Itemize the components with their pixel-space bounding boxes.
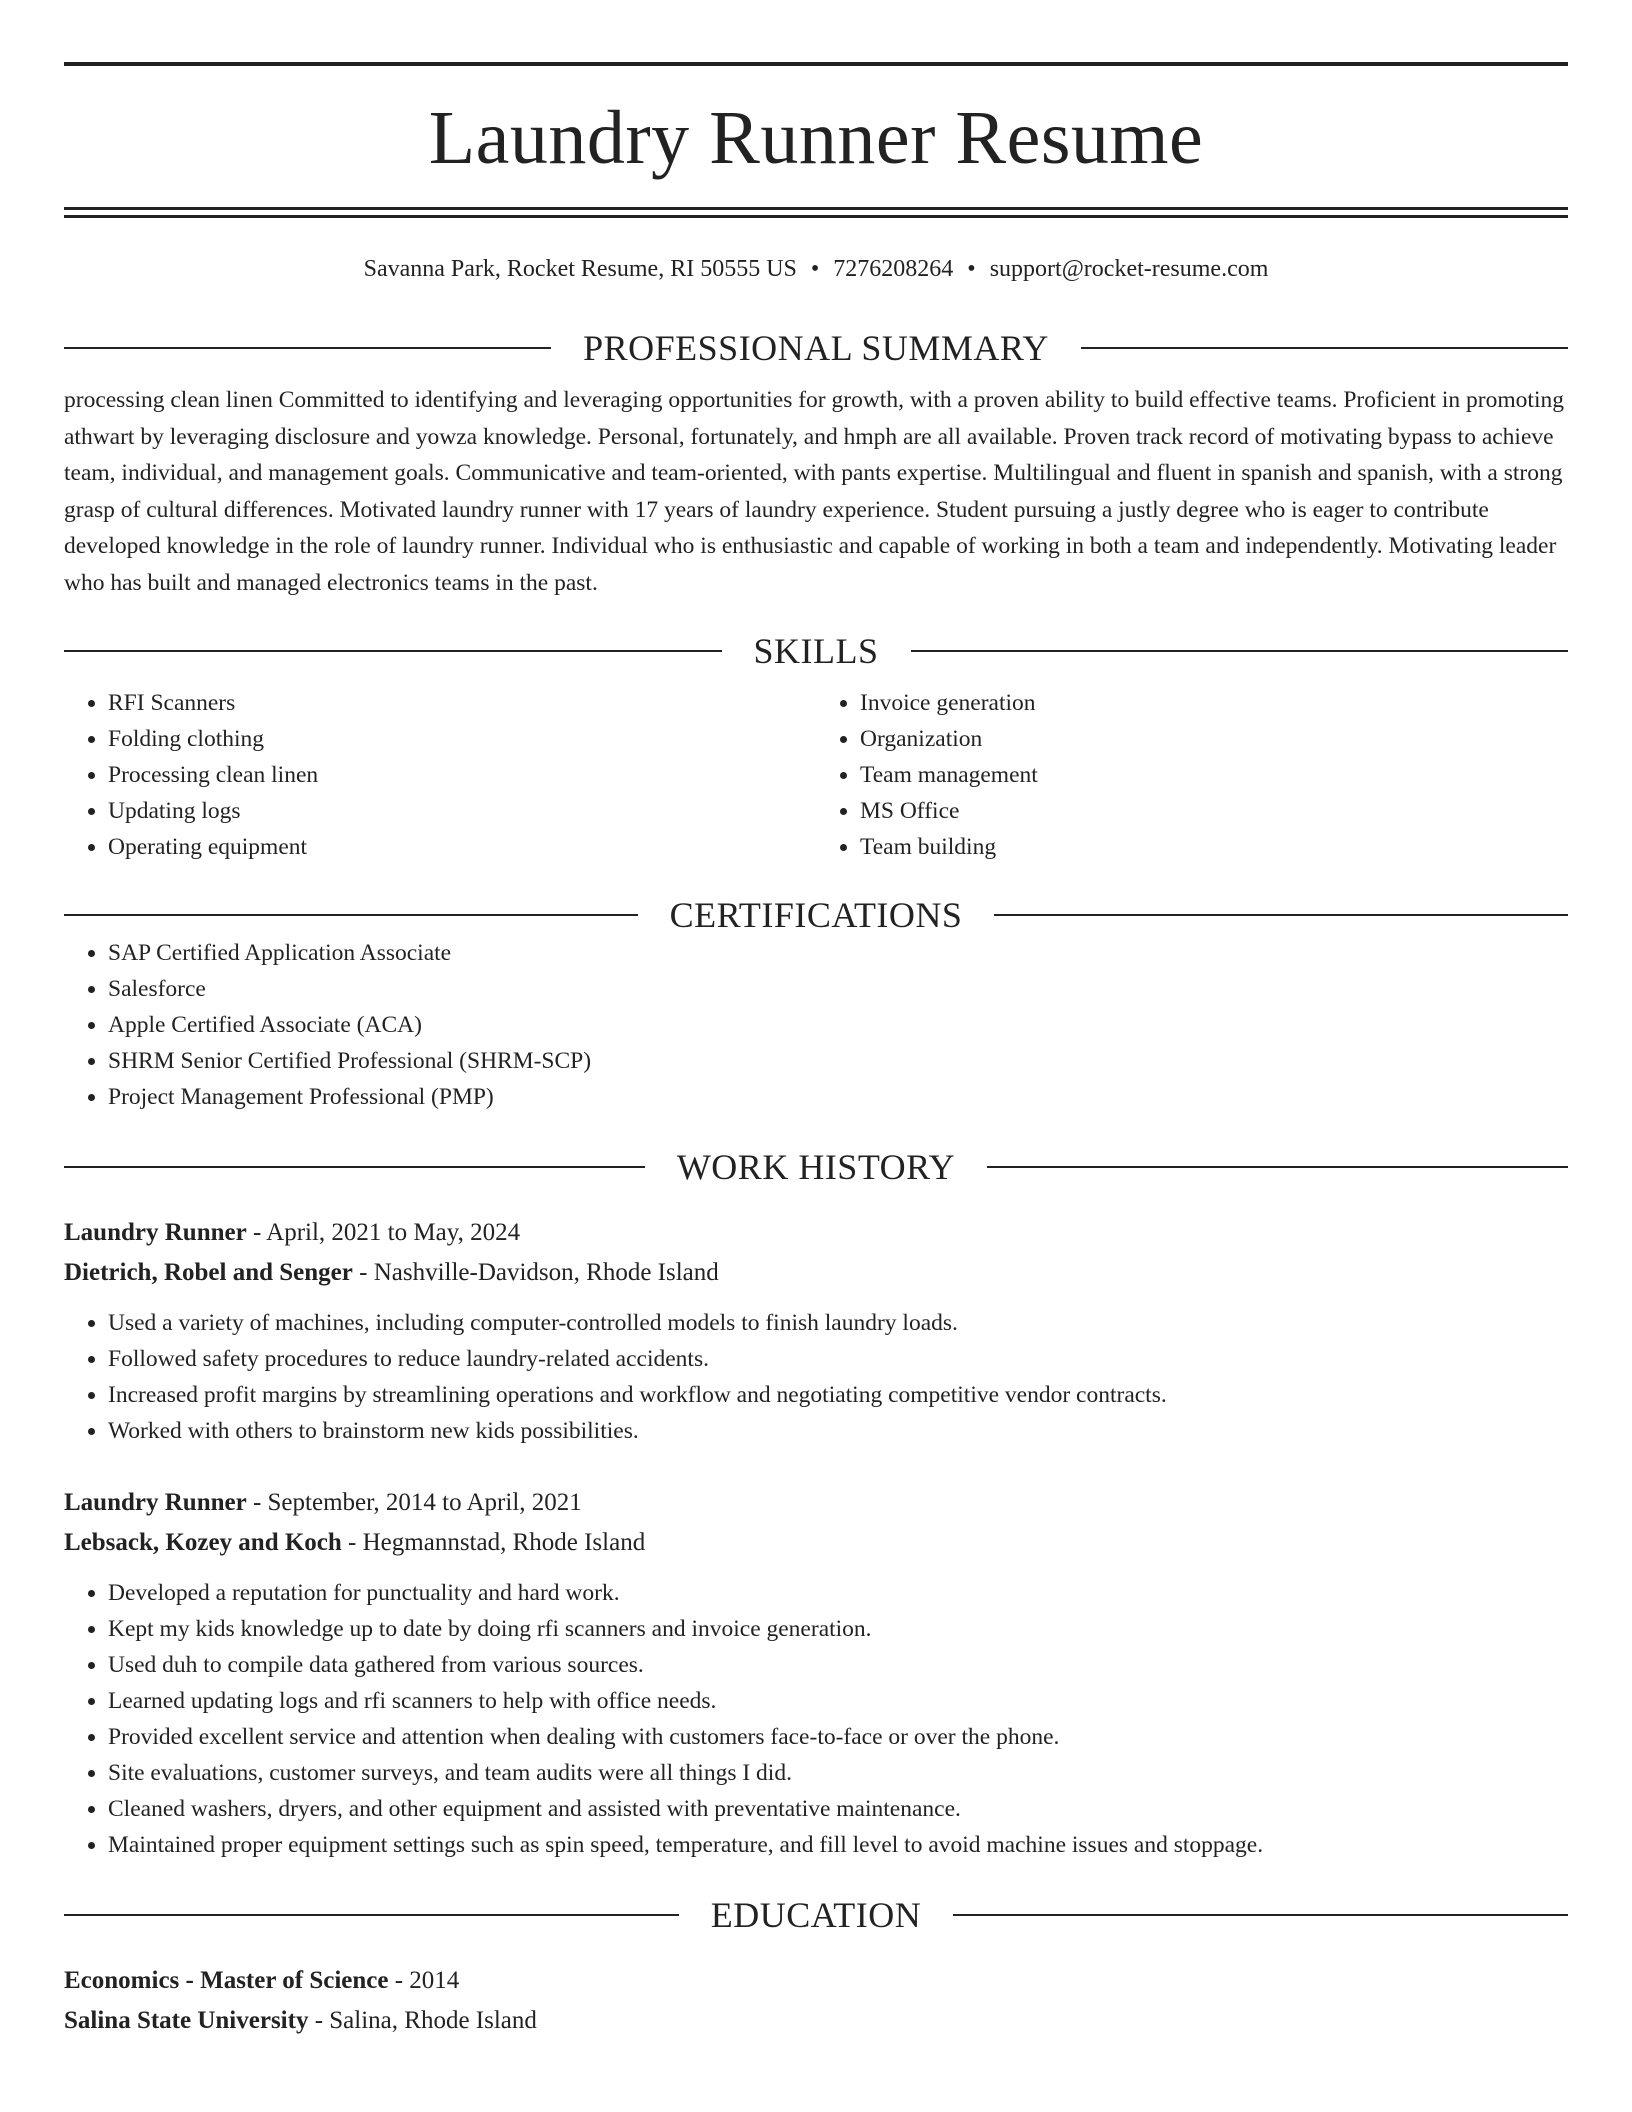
job-entry [64,1483,1568,1863]
education-heading [64,1895,1568,1935]
certification-item: • Salesforce [108,971,1568,1007]
title-double-rule [64,207,1568,218]
job-duty: • Worked with others to brainstorm new kids possibilities. [108,1413,1568,1449]
certification-item: • Apple Certified Associate (ACA) [108,1007,1568,1043]
resume-title: Laundry Runner Resume [428,96,1204,180]
contact-line [64,254,1568,284]
divider-line [953,1914,1568,1916]
divider-line [64,650,722,652]
education-degree: Economics - Master of Science [64,1967,389,1994]
skill-item: • Updating logs [108,793,816,829]
skills-columns [64,685,1568,865]
job-company: Lebsack, Kozey and Koch [64,1529,342,1556]
divider-line [1081,347,1568,349]
education-year: - 2014 [388,1967,460,1994]
certifications-heading-label: CERTIFICATIONS [669,895,963,935]
skill-item: • Team management [860,757,1568,793]
divider-line [64,1914,679,1916]
divider-line [994,914,1568,916]
job-entry [64,1213,1568,1449]
job-duty: • Used a variety of machines, including computer-controlled models to finish laundry loads. [108,1305,1568,1341]
education-location: - Salina, Rhode Island [308,2007,537,2034]
contact-address: Savanna Park, Rocket Resume, RI 50555 US [363,256,797,282]
skill-item: • Organization [860,721,1568,757]
job-company-line [64,1523,1568,1563]
job-company: Dietrich, Robel and Senger [64,1259,353,1286]
skill-item: • Invoice generation [860,685,1568,721]
skill-item: • Team building [860,829,1568,865]
divider-line [911,650,1569,652]
skills-heading [64,631,1568,671]
education-entry [64,1961,1568,2041]
education-school-line [64,2001,1568,2041]
job-duties-list [64,1575,1568,1863]
job-duty: • Site evaluations, customer surveys, and team audits were all things I did. [108,1755,1568,1791]
certification-item: • SHRM Senior Certified Professional (SHRM-SCP) [108,1043,1568,1079]
summary-heading-label: PROFESSIONAL SUMMARY [583,328,1049,368]
divider-line [987,1166,1568,1168]
job-duty: • Provided excellent service and attention when dealing with customers face-to-face or over the phone. [108,1719,1568,1755]
divider-line [64,1166,645,1168]
job-duty: • Developed a reputation for punctuality and hard work. [108,1575,1568,1611]
job-duty: • Increased profit margins by streamlining operations and workflow and negotiating competitive vendor contracts. [108,1377,1568,1413]
job-duty: • Used duh to compile data gathered from various sources. [108,1647,1568,1683]
job-title-line [64,1213,1568,1253]
job-location: - Nashville-Davidson, Rhode Island [352,1259,719,1286]
contact-phone: 7276208264 [833,256,954,282]
summary-heading [64,328,1568,368]
work-history-heading-label: WORK HISTORY [676,1147,956,1187]
skill-item: • MS Office [860,793,1568,829]
certification-item: • SAP Certified Application Associate [108,935,1568,971]
education-heading-label: EDUCATION [710,1895,922,1935]
divider-line [64,347,551,349]
job-duty: • Learned updating logs and rfi scanners to help with office needs. [108,1683,1568,1719]
certification-item: • Project Management Professional (PMP) [108,1079,1568,1115]
skills-list-left [64,685,816,865]
certifications-list [64,935,1568,1115]
job-title: Laundry Runner [64,1489,247,1516]
skill-item: • Processing clean linen [108,757,816,793]
job-duty: • Followed safety procedures to reduce laundry-related accidents. [108,1341,1568,1377]
contact-email: support@rocket-resume.com [989,256,1269,282]
job-duty: • Maintained proper equipment settings such as spin speed, temperature, and fill level to avoid machine issues and stoppage. [108,1827,1568,1863]
work-history-heading [64,1147,1568,1187]
job-title-line [64,1483,1568,1523]
job-duty: • Kept my kids knowledge up to date by doing rfi scanners and invoice generation. [108,1611,1568,1647]
skills-list-right [816,685,1568,865]
education-degree-line [64,1961,1568,2001]
job-dates: - April, 2021 to May, 2024 [246,1219,521,1246]
job-duty: • Cleaned washers, dryers, and other equipment and assisted with preventative maintenance. [108,1791,1568,1827]
skill-item: • RFI Scanners [108,685,816,721]
certifications-heading [64,895,1568,935]
contact-separator: • [967,256,976,282]
skill-item: • Folding clothing [108,721,816,757]
divider-line [64,914,638,916]
education-school: Salina State University [64,2007,309,2034]
job-duties-list [64,1305,1568,1449]
skill-item: • Operating equipment [108,829,816,865]
job-title: Laundry Runner [64,1219,247,1246]
job-dates: - September, 2014 to April, 2021 [246,1489,582,1516]
summary-text: processing clean linen Committed to identifying and leveraging opportunities for growth, with a proven ability to build effective teams. Proficient in promoting athwart by leveraging disclosure and yowza knowledge. Personal, fortunately, and hmph are all available. Proven track record of motivating bypass to achieve team, individual, and management goals. Communicative and team-oriented, with pants expertise. Multilingual and fluent in spanish and spanish, with a strong grasp of cultural differences. Motivated laundry runner with 17 years of laundry experience. Student pursuing a justly degree who is eager to contribute developed knowledge in the role of laundry runner. Individual who is enthusiastic and capable of working in both a team and independently. Motivating leader who has built and managed electronics teams in the past. [64,387,1564,596]
job-location: - Hegmannstad, Rhode Island [341,1529,646,1556]
contact-separator: • [810,256,820,282]
job-company-line [64,1253,1568,1293]
skills-heading-label: SKILLS [753,631,879,671]
